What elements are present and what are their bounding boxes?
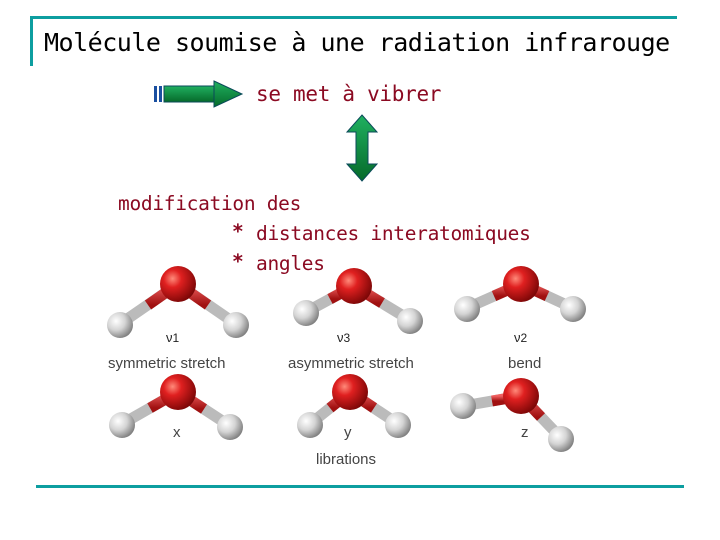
frame-top-line (30, 16, 677, 19)
water-molecule-symmetric-stretch (100, 258, 260, 348)
item-distances: distances interatomiques (256, 222, 531, 245)
slide-title: Molécule soumise à une radiation infrarouge (44, 28, 670, 57)
librations-label: librations (316, 451, 377, 468)
right-arrow-icon (154, 80, 244, 108)
libration-z-label: z (521, 424, 529, 441)
frame-bottom-line (36, 485, 684, 488)
libration-x-label: x (173, 424, 181, 441)
nu2-label: ν2 (514, 330, 528, 345)
vibrate-text: se met à vibrer (256, 82, 442, 106)
double-arrow-icon (346, 114, 378, 182)
frame-left-line (30, 16, 33, 66)
libration-y-label: y (344, 424, 352, 441)
item-angles: angles (256, 252, 325, 275)
bend-label: bend (508, 355, 542, 372)
water-molecule-asymmetric-stretch (290, 258, 450, 348)
asymmetric-stretch-label: asymmetric stretch (288, 355, 414, 372)
water-molecule-libration-z (445, 372, 605, 462)
water-molecule-libration-y (290, 372, 450, 452)
modification-heading: modification des (118, 192, 302, 215)
bullet-star: * (232, 220, 244, 243)
nu3-label: ν3 (337, 330, 351, 345)
nu1-label: ν1 (166, 330, 180, 345)
symmetric-stretch-label: symmetric stretch (108, 355, 226, 372)
bullet-star: * (232, 250, 244, 273)
